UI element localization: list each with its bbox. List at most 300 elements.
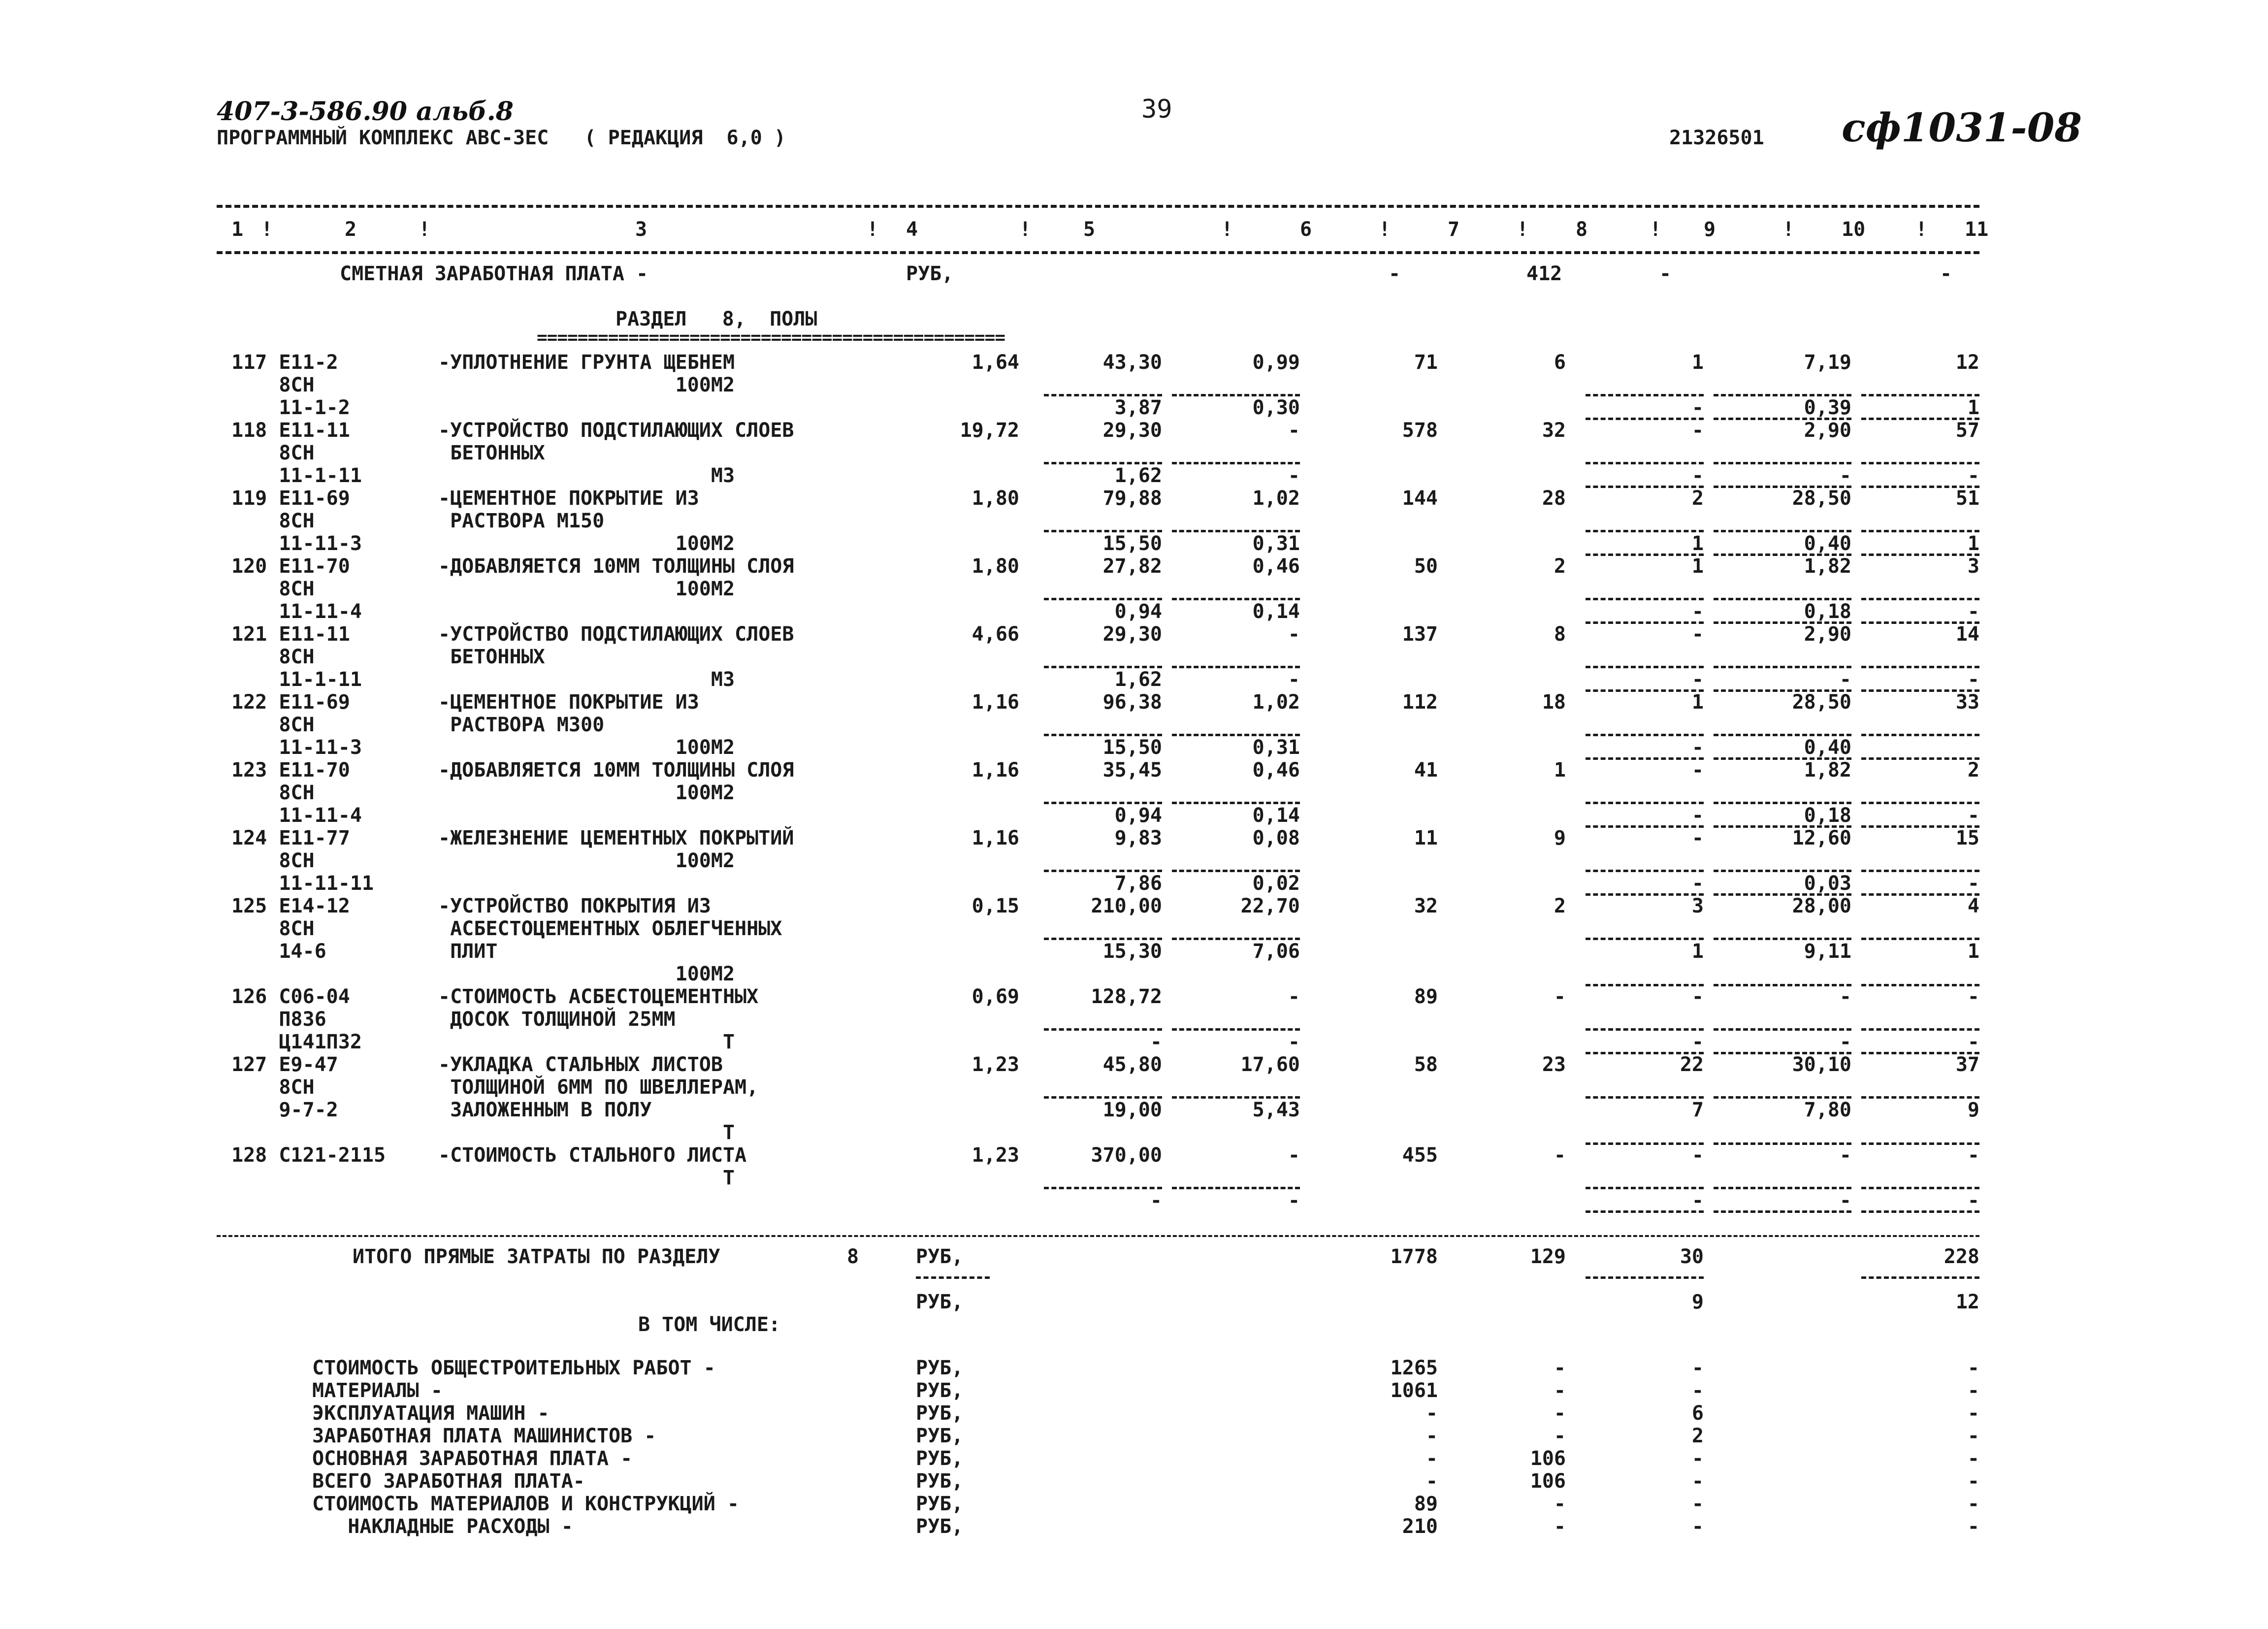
- row-machine-cost: -: [1288, 1189, 1300, 1212]
- row-description: -УПЛОТНЕНИЕ ГРУНТА ЩЕБНЕМ: [438, 351, 735, 374]
- row-machine-cost: 0,46: [1252, 759, 1300, 782]
- row-quantity: 4,66: [972, 623, 1019, 646]
- row-machine-wages: 7: [1691, 1099, 1704, 1121]
- breakdown-label: НАКЛАДНЫЕ РАСХОДЫ -: [312, 1515, 573, 1538]
- row-labor-unit: 2,90: [1804, 419, 1851, 442]
- row-code: 8СН: [231, 849, 315, 872]
- row-separator-dash: [1714, 462, 1851, 464]
- row-labor-total: -: [1967, 872, 1979, 895]
- row-machine-cost: -: [1288, 1144, 1300, 1167]
- row-wages: -: [1554, 1144, 1566, 1167]
- breakdown-c8: 106: [1530, 1470, 1566, 1493]
- row-labor-unit: -: [1839, 1189, 1851, 1212]
- row-labor-total: -: [1967, 985, 1979, 1008]
- row-machine-cost: 0,30: [1252, 396, 1300, 419]
- breakdown-c9: -: [1691, 1515, 1704, 1538]
- row-machine-wages: 2: [1691, 487, 1704, 510]
- row-quantity: 0,69: [972, 985, 1019, 1008]
- totals-sub-dash-9: [1586, 1276, 1704, 1279]
- breakdown-unit: РУБ,: [916, 1515, 964, 1538]
- row-total-cost: 112: [1402, 691, 1438, 714]
- breakdown-c7: 1061: [1390, 1379, 1438, 1402]
- breakdown-c9: -: [1691, 1379, 1704, 1402]
- row-description: ПЛИТ: [438, 940, 498, 963]
- row-end-dash: [1861, 1210, 1979, 1213]
- row-labor-total: 4: [1967, 895, 1979, 917]
- row-description: -УСТРОЙСТВО ПОДСТИЛАЮЩИХ СЛОЕВ: [438, 419, 794, 442]
- breakdown-label: СТОИМОСТЬ ОБЩЕСТРОИТЕЛЬНЫХ РАБОТ -: [312, 1357, 715, 1379]
- row-labor-unit: -: [1839, 464, 1851, 487]
- row-description: -УСТРОЙСТВО ПОКРЫТИЯ ИЗ: [438, 895, 711, 917]
- row-description: 100М2: [438, 578, 735, 600]
- row-total-cost: 71: [1414, 351, 1438, 374]
- column-separator: !: [1517, 218, 1529, 241]
- row-code: 11-11-11: [231, 872, 374, 895]
- breakdown-c9: 2: [1691, 1425, 1704, 1447]
- row-description: 100М2: [438, 782, 735, 804]
- column-separator: !: [1915, 218, 1928, 241]
- row-separator-dash: [1714, 1187, 1851, 1189]
- row-code: 14-6: [231, 940, 326, 963]
- row-unit-cost: 96,38: [1102, 691, 1162, 714]
- smetnaya-zarplata-c7: -: [1389, 262, 1401, 285]
- breakdown-unit: РУБ,: [916, 1470, 964, 1493]
- row-unit-cost: 43,30: [1102, 351, 1162, 374]
- row-machine-cost: 17,60: [1240, 1053, 1300, 1076]
- totals-label: ИТОГО ПРЯМЫЕ ЗАТРАТЫ ПО РАЗДЕЛУ: [353, 1245, 720, 1268]
- row-code: П836: [231, 1008, 326, 1031]
- column-header-3: 3: [635, 218, 648, 241]
- column-separator: !: [261, 218, 273, 241]
- row-description: АСБЕСТОЦЕМЕНТНЫХ ОБЛЕГЧЕННЫХ: [438, 917, 782, 940]
- row-code: 126 С06-04: [231, 985, 350, 1008]
- column-header-5: 5: [1083, 218, 1096, 241]
- row-machine-cost: -: [1288, 623, 1300, 646]
- row-labor-unit: 0,40: [1804, 736, 1851, 759]
- row-machine-wages: 3: [1691, 895, 1704, 917]
- row-labor-unit: 28,50: [1792, 691, 1851, 714]
- breakdown-c8: -: [1554, 1493, 1566, 1515]
- breakdown-c9: -: [1691, 1470, 1704, 1493]
- row-separator-dash: [1861, 1187, 1979, 1189]
- row-separator-dash: [1861, 938, 1979, 940]
- row-unit-cost: 29,30: [1102, 623, 1162, 646]
- row-code: 125 Е14-12: [231, 895, 350, 917]
- row-machine-cost: 5,43: [1252, 1099, 1300, 1121]
- row-separator-dash: [1861, 530, 1979, 532]
- row-labor-unit: 28,50: [1792, 487, 1851, 510]
- row-labor-total: -: [1967, 1144, 1979, 1167]
- row-description: 100М2: [438, 963, 735, 985]
- column-header-10: 10: [1842, 218, 1866, 241]
- row-separator-dash: [1861, 870, 1979, 872]
- row-separator-dash: [1586, 1187, 1704, 1189]
- row-labor-unit: 0,39: [1804, 396, 1851, 419]
- row-machine-cost: 0,99: [1252, 351, 1300, 374]
- row-code: 11-11-4: [231, 804, 362, 827]
- including-label: В ТОМ ЧИСЛЕ:: [638, 1313, 780, 1336]
- breakdown-c7: -: [1426, 1402, 1438, 1425]
- row-machine-wages: 22: [1680, 1053, 1704, 1076]
- row-description: 100М2: [438, 374, 735, 396]
- row-unit-cost: 19,00: [1102, 1099, 1162, 1121]
- row-quantity: 1,64: [972, 351, 1019, 374]
- totals-c11: 228: [1944, 1245, 1979, 1268]
- row-code: 11-11-3: [231, 736, 362, 759]
- breakdown-c7: -: [1426, 1470, 1438, 1493]
- row-separator-dash: [1044, 1028, 1162, 1031]
- column-separator: !: [1650, 218, 1662, 241]
- row-wages: 8: [1554, 623, 1566, 646]
- row-total-cost: 455: [1402, 1144, 1438, 1167]
- breakdown-label: ВСЕГО ЗАРАБОТНАЯ ПЛАТА-: [312, 1470, 585, 1493]
- breakdown-c11: -: [1967, 1515, 1979, 1538]
- row-machine-wages: 1: [1691, 532, 1704, 555]
- row-separator-dash: [1861, 734, 1979, 736]
- column-header-7: 7: [1448, 218, 1460, 241]
- row-machine-cost: 0,02: [1252, 872, 1300, 895]
- breakdown-c11: -: [1967, 1447, 1979, 1470]
- row-description: Т: [438, 1031, 735, 1053]
- row-machine-cost: 0,31: [1252, 532, 1300, 555]
- row-total-cost: 32: [1414, 895, 1438, 917]
- row-code: 11-1-11: [231, 668, 362, 691]
- row-code: 127 Е9-47: [231, 1053, 338, 1076]
- breakdown-unit: РУБ,: [916, 1447, 964, 1470]
- column-separator: !: [867, 218, 879, 241]
- breakdown-c11: -: [1967, 1402, 1979, 1425]
- row-description: -ЖЕЛЕЗНЕНИЕ ЦЕМЕНТНЫХ ПОКРЫТИЙ: [438, 827, 794, 849]
- row-machine-cost: 1,02: [1252, 487, 1300, 510]
- row-labor-total: 2: [1967, 759, 1979, 782]
- row-labor-unit: 30,10: [1792, 1053, 1851, 1076]
- row-separator-dash: [1586, 530, 1704, 532]
- row-description: -УСТРОЙСТВО ПОДСТИЛАЮЩИХ СЛОЕВ: [438, 623, 794, 646]
- row-machine-wages: -: [1691, 804, 1704, 827]
- row-unit-cost: 29,30: [1102, 419, 1162, 442]
- row-separator-dash: [1586, 598, 1704, 600]
- row-separator-dash: [1714, 1028, 1851, 1031]
- row-labor-total: -: [1967, 668, 1979, 691]
- breakdown-label: ОСНОВНАЯ ЗАРАБОТНАЯ ПЛАТА -: [312, 1447, 633, 1470]
- row-separator-dash: [1861, 1096, 1979, 1099]
- smetnaya-zarplata-c11: -: [1940, 262, 1952, 285]
- row-wages: 28: [1542, 487, 1566, 510]
- row-unit-cost: 27,82: [1102, 555, 1162, 578]
- row-description: ЗАЛОЖЕННЫМ В ПОЛУ: [438, 1099, 652, 1121]
- row-description: БЕТОННЫХ: [438, 442, 545, 464]
- breakdown-c8: -: [1554, 1425, 1566, 1447]
- row-unit-cost: 370,00: [1091, 1144, 1162, 1167]
- column-separator: !: [419, 218, 431, 241]
- row-unit-cost: 0,94: [1114, 804, 1162, 827]
- row-code: 9-7-2: [231, 1099, 338, 1121]
- row-total-cost: 144: [1402, 487, 1438, 510]
- row-total-cost: 41: [1414, 759, 1438, 782]
- row-unit-cost: 0,94: [1114, 600, 1162, 623]
- row-wages: 2: [1554, 555, 1566, 578]
- row-description: РАСТВОРА М150: [438, 510, 605, 532]
- row-total-cost: 89: [1414, 985, 1438, 1008]
- row-code: 8СН: [231, 917, 315, 940]
- row-unit-cost: 15,50: [1102, 532, 1162, 555]
- row-separator-dash: [1172, 666, 1300, 668]
- row-total-cost: 137: [1402, 623, 1438, 646]
- row-unit-cost: 15,50: [1102, 736, 1162, 759]
- row-machine-cost: 1,02: [1252, 691, 1300, 714]
- row-machine-cost: -: [1288, 985, 1300, 1008]
- row-machine-cost: 22,70: [1240, 895, 1300, 917]
- breakdown-c8: -: [1554, 1515, 1566, 1538]
- row-machine-wages: 1: [1691, 351, 1704, 374]
- breakdown-c8: -: [1554, 1402, 1566, 1425]
- row-machine-wages: -: [1691, 985, 1704, 1008]
- row-code: 121 Е11-11: [231, 623, 350, 646]
- row-description: -ЦЕМЕНТНОЕ ПОКРЫТИЕ ИЗ: [438, 691, 699, 714]
- row-machine-cost: -: [1288, 464, 1300, 487]
- row-quantity: 1,23: [972, 1144, 1019, 1167]
- row-code: Ц141П32: [231, 1031, 362, 1053]
- row-quantity: 19,72: [960, 419, 1019, 442]
- row-labor-unit: 9,11: [1804, 940, 1851, 963]
- row-separator-dash: [1586, 666, 1704, 668]
- row-labor-total: 1: [1967, 396, 1979, 419]
- breakdown-c9: -: [1691, 1493, 1704, 1515]
- row-code: 120 Е11-70: [231, 555, 350, 578]
- row-quantity: 0,15: [972, 895, 1019, 917]
- totals-c11-2: 12: [1955, 1291, 1979, 1313]
- row-machine-wages: -: [1691, 600, 1704, 623]
- row-unit-cost: 128,72: [1091, 985, 1162, 1008]
- column-header-4: 4: [906, 218, 918, 241]
- column-header-1: 1: [231, 218, 244, 241]
- breakdown-c11: -: [1967, 1493, 1979, 1515]
- breakdown-c7: -: [1426, 1425, 1438, 1447]
- breakdown-c8: -: [1554, 1379, 1566, 1402]
- breakdown-c8: 106: [1530, 1447, 1566, 1470]
- row-labor-total: -: [1967, 464, 1979, 487]
- row-labor-total: 37: [1955, 1053, 1979, 1076]
- row-machine-wages: -: [1691, 668, 1704, 691]
- row-labor-unit: 1,82: [1804, 555, 1851, 578]
- row-separator-dash: [1586, 462, 1704, 464]
- row-machine-wages: 1: [1691, 555, 1704, 578]
- column-header-8: 8: [1576, 218, 1588, 241]
- row-machine-wages: -: [1691, 1031, 1704, 1053]
- totals-unit-dash: [916, 1276, 990, 1279]
- row-wages: 18: [1542, 691, 1566, 714]
- row-machine-cost: -: [1288, 668, 1300, 691]
- section-title: РАЗДЕЛ 8, ПОЛЫ: [616, 308, 817, 330]
- row-wages: 2: [1554, 895, 1566, 917]
- row-code: 8СН: [231, 510, 315, 532]
- document-number: 21326501: [1669, 127, 1764, 149]
- row-separator-dash: [1172, 1028, 1300, 1031]
- row-labor-unit: 28,00: [1792, 895, 1851, 917]
- row-code: 8СН: [231, 442, 315, 464]
- handwritten-stamp: сф1031-08: [1842, 104, 2082, 151]
- row-end-dash: [1714, 1210, 1851, 1213]
- row-description: -ДОБАВЛЯЕТСЯ 10ММ ТОЛЩИНЫ СЛОЯ: [438, 555, 794, 578]
- row-description: 100М2: [438, 736, 735, 759]
- row-quantity: 1,16: [972, 827, 1019, 849]
- totals-unit: РУБ,: [916, 1245, 964, 1268]
- row-end-dash: [1586, 1210, 1704, 1213]
- row-unit-cost: 45,80: [1102, 1053, 1162, 1076]
- header-rule-top: [217, 205, 1979, 208]
- row-labor-unit: 7,19: [1804, 351, 1851, 374]
- row-machine-wages: 1: [1691, 691, 1704, 714]
- row-labor-total: 3: [1967, 555, 1979, 578]
- row-machine-cost: 0,14: [1252, 804, 1300, 827]
- row-machine-wages: -: [1691, 396, 1704, 419]
- row-separator-dash: [1586, 394, 1704, 396]
- row-machine-cost: 0,31: [1252, 736, 1300, 759]
- row-code: 8СН: [231, 1076, 315, 1099]
- smetnaya-zarplata-label: СМЕТНАЯ ЗАРАБОТНАЯ ПЛАТА -: [340, 262, 648, 285]
- breakdown-unit: РУБ,: [916, 1357, 964, 1379]
- row-description: ДОСОК ТОЛЩИНОЙ 25ММ: [438, 1008, 676, 1031]
- row-code: 11-1-2: [231, 396, 350, 419]
- row-labor-unit: 1,82: [1804, 759, 1851, 782]
- row-description: ТОЛЩИНОЙ 6ММ ПО ШВЕЛЛЕРАМ,: [438, 1076, 759, 1099]
- row-code: 8СН: [231, 714, 315, 736]
- row-description: 100М2: [438, 532, 735, 555]
- row-separator-dash: [1714, 666, 1851, 668]
- program-title: ПРОГРАММНЫЙ КОМПЛЕКС АВС-3ЕС ( РЕДАКЦИЯ 6,0 ): [217, 127, 786, 149]
- row-separator-dash: [1586, 938, 1704, 940]
- row-labor-unit: 2,90: [1804, 623, 1851, 646]
- row-quantity: 1,23: [972, 1053, 1019, 1076]
- row-machine-cost: -: [1288, 419, 1300, 442]
- row-code: 8СН: [231, 782, 315, 804]
- row-unit-cost: 35,45: [1102, 759, 1162, 782]
- row-separator-dash: [1044, 1187, 1162, 1189]
- smetnaya-zarplata-unit: РУБ,: [906, 262, 954, 285]
- row-labor-total: 33: [1955, 691, 1979, 714]
- row-labor-total: 15: [1955, 827, 1979, 849]
- row-code: 11-1-11: [231, 464, 362, 487]
- breakdown-c11: -: [1967, 1379, 1979, 1402]
- row-machine-wages: -: [1691, 827, 1704, 849]
- row-separator-dash: [1586, 1096, 1704, 1099]
- breakdown-c9: 6: [1691, 1402, 1704, 1425]
- row-machine-wages: -: [1691, 736, 1704, 759]
- row-unit-cost: 9,83: [1114, 827, 1162, 849]
- row-labor-unit: 0,40: [1804, 532, 1851, 555]
- row-code: 118 Е11-11: [231, 419, 350, 442]
- row-labor-total: -: [1967, 804, 1979, 827]
- row-labor-total: 1: [1967, 940, 1979, 963]
- row-labor-total: 1: [1967, 532, 1979, 555]
- row-code: 8СН: [231, 578, 315, 600]
- row-code: 11-11-4: [231, 600, 362, 623]
- row-machine-wages: -: [1691, 623, 1704, 646]
- row-labor-unit: -: [1839, 1031, 1851, 1053]
- breakdown-c8: -: [1554, 1357, 1566, 1379]
- breakdown-c9: -: [1691, 1357, 1704, 1379]
- breakdown-unit: РУБ,: [916, 1425, 964, 1447]
- totals-c9-2: 9: [1691, 1291, 1704, 1313]
- row-code: 128 С121-2115: [231, 1144, 386, 1167]
- breakdown-label: ЗАРАБОТНАЯ ПЛАТА МАШИНИСТОВ -: [312, 1425, 656, 1447]
- row-description: РАСТВОРА М300: [438, 714, 605, 736]
- row-unit-cost: 1,62: [1114, 668, 1162, 691]
- breakdown-label: ЭКСПЛУАТАЦИЯ МАШИН -: [312, 1402, 550, 1425]
- row-labor-unit: 0,18: [1804, 600, 1851, 623]
- row-labor-unit: -: [1839, 1144, 1851, 1167]
- row-machine-wages: -: [1691, 464, 1704, 487]
- breakdown-c7: 210: [1402, 1515, 1438, 1538]
- row-code: 11-11-3: [231, 532, 362, 555]
- row-total-cost: 578: [1402, 419, 1438, 442]
- row-wages: 6: [1554, 351, 1566, 374]
- row-labor-total: -: [1967, 600, 1979, 623]
- row-unit-cost: 15,30: [1102, 940, 1162, 963]
- totals-rule: [217, 1235, 1979, 1237]
- row-wages: -: [1554, 985, 1566, 1008]
- smetnaya-zarplata-c9: -: [1659, 262, 1672, 285]
- row-quantity: 1,16: [972, 691, 1019, 714]
- row-quantity: 1,80: [972, 487, 1019, 510]
- row-code: 8СН: [231, 646, 315, 668]
- row-unit-cost: 210,00: [1091, 895, 1162, 917]
- row-separator-dash: [1861, 394, 1979, 396]
- column-header-6: 6: [1300, 218, 1312, 241]
- row-labor-unit: 7,80: [1804, 1099, 1851, 1121]
- row-description: -СТОИМОСТЬ АСБЕСТОЦЕМЕНТНЫХ: [438, 985, 759, 1008]
- breakdown-unit: РУБ,: [916, 1379, 964, 1402]
- row-code: 123 Е11-70: [231, 759, 350, 782]
- row-description: 100М2: [438, 849, 735, 872]
- row-machine-wages: -: [1691, 1144, 1704, 1167]
- header-rule-bottom: [217, 251, 1979, 254]
- row-separator-dash: [1586, 734, 1704, 736]
- smetnaya-zarplata-c8: 412: [1526, 262, 1562, 285]
- row-separator-dash: [1861, 666, 1979, 668]
- column-header-2: 2: [345, 218, 357, 241]
- row-description: Т: [438, 1167, 735, 1189]
- row-labor-total: 51: [1955, 487, 1979, 510]
- totals-sub-dash-11: [1861, 1276, 1979, 1279]
- row-separator-dash: [1861, 1028, 1979, 1031]
- column-separator: !: [1221, 218, 1233, 241]
- row-machine-wages: -: [1691, 759, 1704, 782]
- row-description: -ЦЕМЕНТНОЕ ПОКРЫТИЕ ИЗ: [438, 487, 699, 510]
- row-quantity: 1,80: [972, 555, 1019, 578]
- row-machine-wages: -: [1691, 1189, 1704, 1212]
- row-code: 117 Е11-2: [231, 351, 338, 374]
- breakdown-c7: 1265: [1390, 1357, 1438, 1379]
- row-code: 119 Е11-69: [231, 487, 350, 510]
- row-code: 124 Е11-77: [231, 827, 350, 849]
- breakdown-unit: РУБ,: [916, 1493, 964, 1515]
- row-unit-cost: -: [1150, 1189, 1162, 1212]
- row-labor-total: -: [1967, 1189, 1979, 1212]
- row-labor-unit: 12,60: [1792, 827, 1851, 849]
- breakdown-c11: -: [1967, 1425, 1979, 1447]
- row-labor-unit: -: [1839, 668, 1851, 691]
- row-description: -СТОИМОСТЬ СТАЛЬНОГО ЛИСТА: [438, 1144, 747, 1167]
- totals-section-no: 8: [847, 1245, 859, 1268]
- row-labor-unit: -: [1839, 985, 1851, 1008]
- column-separator: !: [1782, 218, 1795, 241]
- row-unit-cost: 3,87: [1114, 396, 1162, 419]
- row-separator-dash: [1586, 802, 1704, 804]
- row-machine-cost: 0,14: [1252, 600, 1300, 623]
- row-code: 8СН: [231, 374, 315, 396]
- breakdown-c9: -: [1691, 1447, 1704, 1470]
